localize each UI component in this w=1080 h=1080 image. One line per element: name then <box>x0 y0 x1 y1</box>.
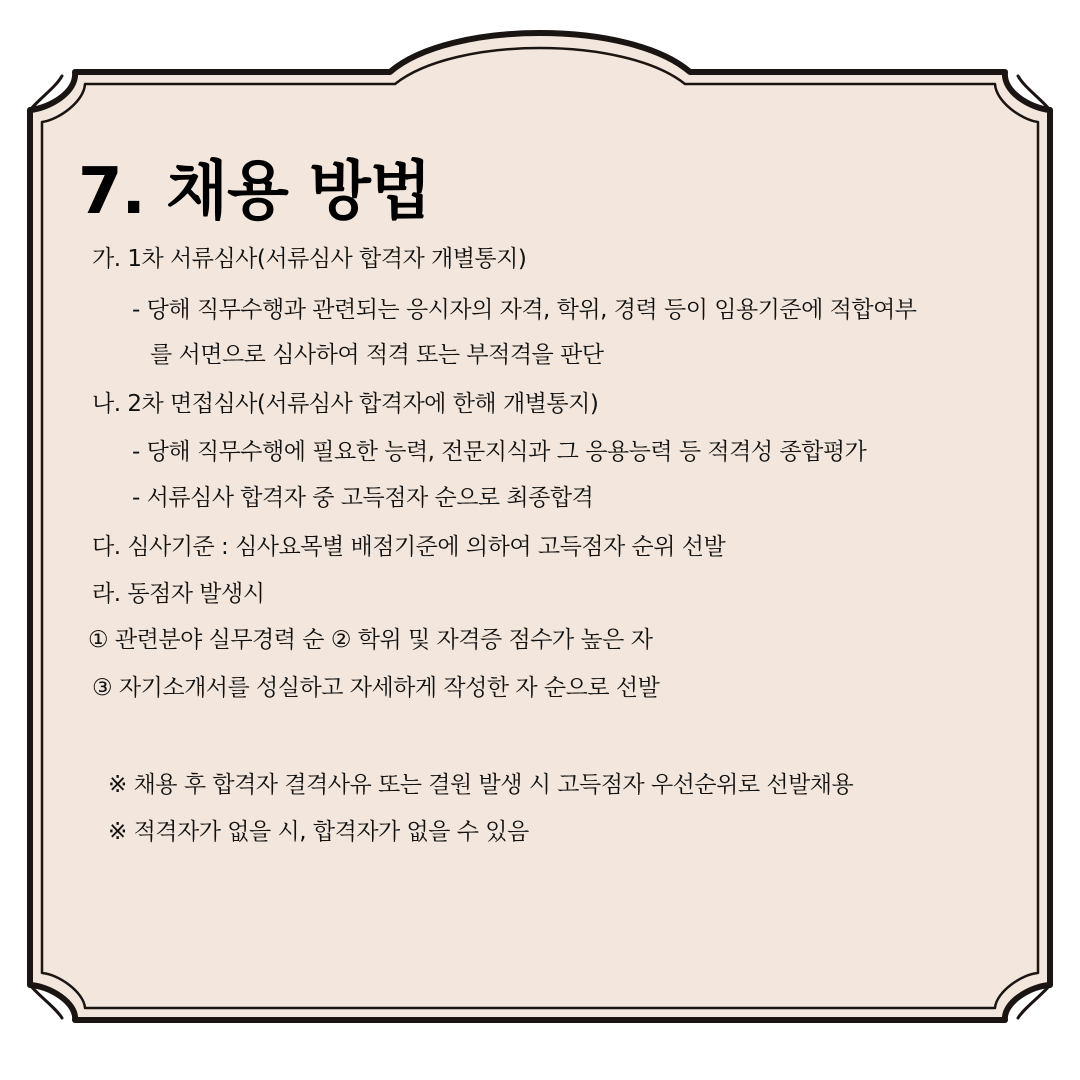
section-na-detail-2: - 서류심사 합격자 중 고득점자 순으로 최종합격 <box>132 485 594 511</box>
section-na-detail-1: - 당해 직무수행에 필요한 능력, 전문지식과 그 응용능력 등 적격성 종합평가 <box>132 439 867 465</box>
section-ga-detail: - 당해 직무수행과 관련되는 응시자의 자격, 학위, 경력 등이 임용기준에 적합여부 <box>132 297 917 323</box>
note-no-qualified: ※ 적격자가 없을 시, 합격자가 없을 수 있음 <box>108 819 529 845</box>
section-ga-heading: 가. 1차 서류심사(서류심사 합격자 개별통지) <box>92 246 527 272</box>
page-title: 7. 채용 방법 <box>78 155 431 229</box>
section-ra-heading: 라. 동점자 발생시 <box>92 581 265 607</box>
tiebreak-criteria-2: ③ 자기소개서를 성실하고 자세하게 작성한 자 순으로 선발 <box>92 675 660 701</box>
section-da-heading: 다. 심사기준 : 심사요목별 배점기준에 의하여 고득점자 순위 선발 <box>92 534 726 560</box>
section-ga-detail-cont: 를 서면으로 심사하여 적격 또는 부적격을 판단 <box>150 342 604 368</box>
tiebreak-criteria-1: ① 관련분야 실무경력 순 ② 학위 및 자격증 점수가 높은 자 <box>88 627 653 653</box>
section-na-heading: 나. 2차 면접심사(서류심사 합격자에 한해 개별통지) <box>92 391 599 417</box>
note-vacancy: ※ 채용 후 합격자 결격사유 또는 결원 발생 시 고득점자 우선순위로 선발채용 <box>108 772 854 798</box>
